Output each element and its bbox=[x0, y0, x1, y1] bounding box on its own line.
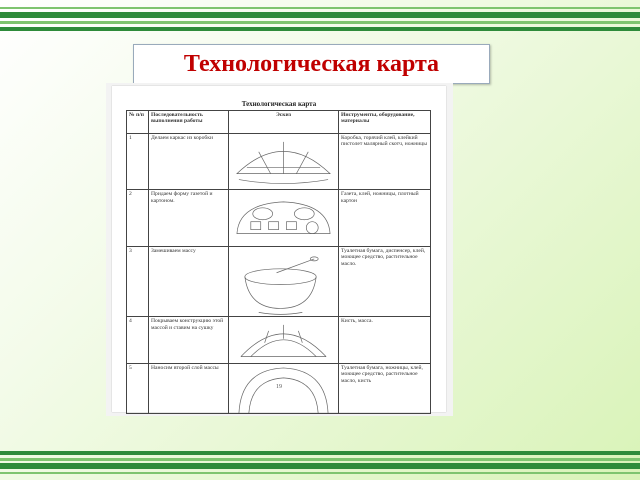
mixing-bowl-sketch bbox=[229, 246, 339, 316]
slide-title: Технологическая карта bbox=[133, 44, 490, 84]
row-materials: Газета, клей, ножницы, плотный картон bbox=[339, 190, 431, 246]
bottom-stripe-thick-1 bbox=[0, 451, 640, 455]
row-step: Наносим второй слой массы bbox=[149, 363, 229, 414]
covered-dome-sketch bbox=[229, 317, 339, 364]
row-num: 4 bbox=[127, 317, 149, 364]
header-num: № п/п bbox=[127, 111, 149, 134]
table-header-row bbox=[127, 111, 431, 134]
top-stripe-thick-2 bbox=[0, 27, 640, 31]
row-step: Покрываем конструкцию этой массой и ставим на сушку bbox=[149, 317, 229, 364]
row-num: 1 bbox=[127, 134, 149, 190]
top-stripe-mid bbox=[0, 21, 640, 24]
row-num: 3 bbox=[127, 246, 149, 316]
row-materials: Кисть, масса. bbox=[339, 317, 431, 364]
page-number: 19 bbox=[276, 384, 282, 390]
bowl-frame-sketch bbox=[229, 134, 339, 190]
tech-card-table bbox=[126, 110, 431, 414]
scanned-document bbox=[112, 86, 446, 412]
row-num: 5 bbox=[127, 363, 149, 414]
document-title: Технологическая карта bbox=[241, 100, 317, 108]
rounded-shape-sketch bbox=[229, 190, 339, 246]
row-materials: Туалетная бумага, диспенсер, клей, моющее средство, растительное масло. bbox=[339, 246, 431, 316]
bottom-stripe-mid bbox=[0, 458, 640, 461]
header-step: Последовательность выполнения работы bbox=[149, 111, 229, 134]
top-stripe-thick-1 bbox=[0, 12, 640, 18]
row-num: 2 bbox=[127, 190, 149, 246]
table-row bbox=[127, 134, 431, 190]
row-materials: Коробка, горячий клей, клейкий пистолет малярный скотч, ножницы bbox=[339, 134, 431, 190]
row-step: Придаем форму газетой и картоном. bbox=[149, 190, 229, 246]
table-row bbox=[127, 317, 431, 364]
row-step: Делаем каркас из коробки bbox=[149, 134, 229, 190]
header-sketch: Эскиз bbox=[229, 111, 339, 134]
bottom-stripe-thin bbox=[0, 472, 640, 474]
top-stripe-thin bbox=[0, 7, 640, 9]
table-row bbox=[127, 246, 431, 316]
header-materials: Инструменты, оборудование, материалы bbox=[339, 111, 431, 134]
bottom-stripe-thick-2 bbox=[0, 463, 640, 469]
row-materials: Туалетная бумага, ножницы, клей, моющее средство, растительное масло, кисть bbox=[339, 363, 431, 414]
table-row bbox=[127, 190, 431, 246]
row-step: Замешиваем массу bbox=[149, 246, 229, 316]
